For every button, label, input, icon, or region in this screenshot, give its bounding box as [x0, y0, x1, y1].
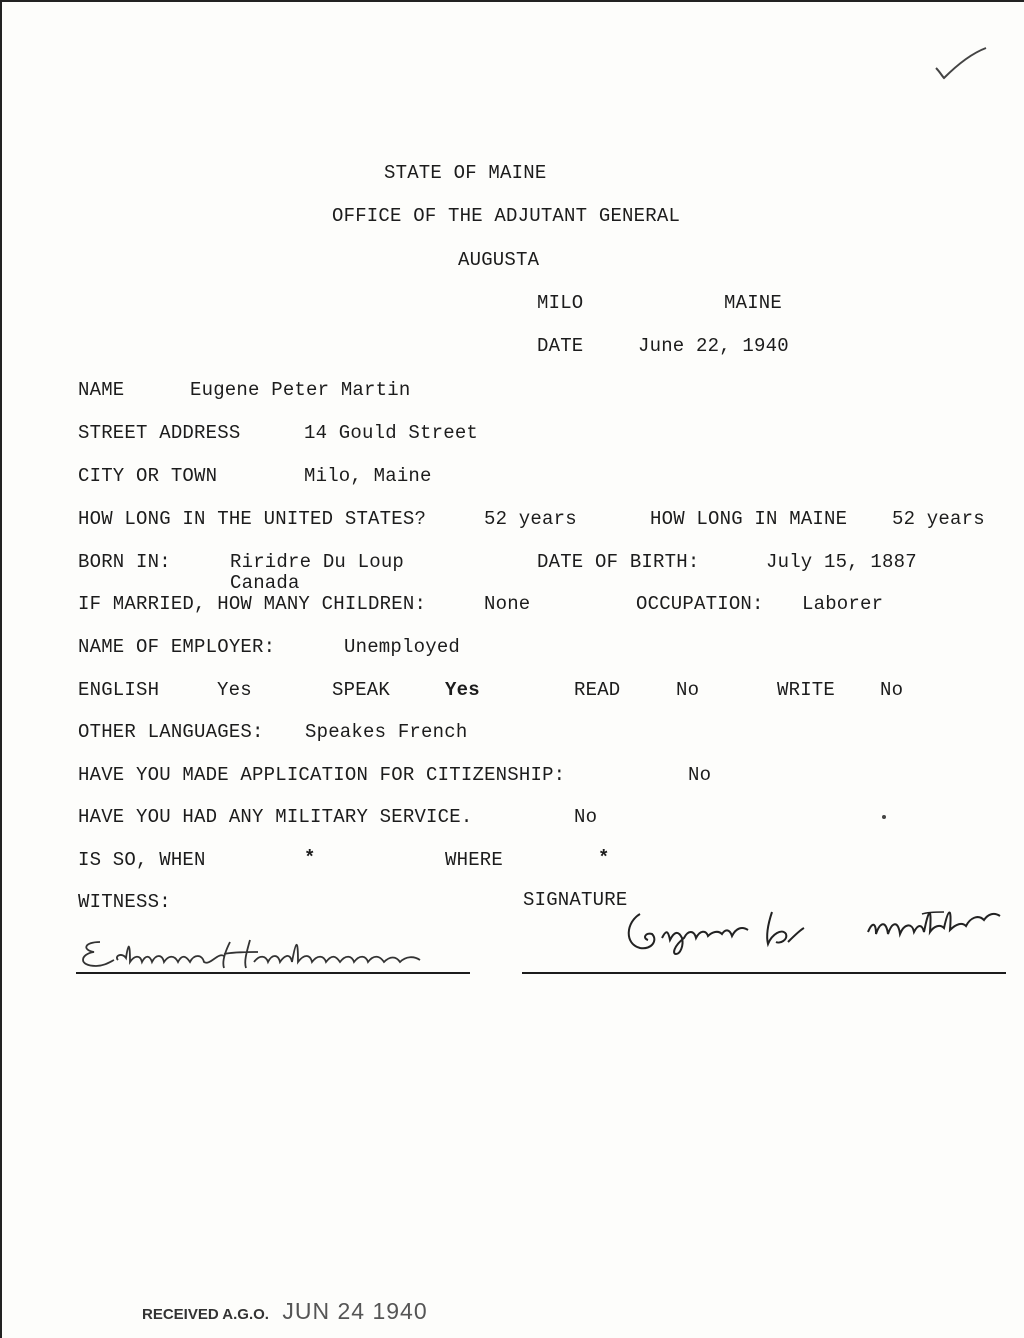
citizenship-value: No [688, 764, 712, 786]
speak-label: SPEAK [332, 679, 391, 701]
name-value: Eugene Peter Martin [190, 379, 411, 401]
citizenship-label: HAVE YOU MADE APPLICATION FOR CITIZENSHIP: [78, 764, 566, 786]
born-in-label: BORN IN: [78, 551, 171, 573]
born-in-country: Canada [230, 572, 300, 594]
military-label: HAVE YOU HAD ANY MILITARY SERVICE. [78, 806, 473, 828]
other-languages-value: Speakes French [305, 721, 468, 743]
us-time-label: HOW LONG IN THE UNITED STATES? [78, 508, 427, 530]
date-label: DATE [537, 335, 584, 357]
other-languages-label: OTHER LANGUAGES: [78, 721, 264, 743]
write-label: WRITE [777, 679, 836, 701]
read-label: READ [574, 679, 621, 701]
witness-line [76, 972, 470, 974]
received-stamp [142, 1298, 428, 1325]
header-state: STATE OF MAINE [384, 162, 547, 184]
where-label: WHERE [445, 849, 504, 871]
header-office: OFFICE OF THE ADJUTANT GENERAL [332, 205, 681, 227]
header-city: AUGUSTA [458, 249, 540, 271]
stray-mark [882, 815, 886, 819]
city-label: CITY OR TOWN [78, 465, 218, 487]
where-value: * [598, 847, 610, 869]
dob-value: July 15, 1887 [766, 551, 917, 573]
street-label: STREET ADDRESS [78, 422, 241, 444]
city-value: Milo, Maine [304, 465, 432, 487]
stamp-prefix: RECEIVED A.G.O. [142, 1306, 269, 1323]
signature-line [522, 972, 1006, 974]
check-mark-icon [932, 44, 992, 84]
signature-label: SIGNATURE [523, 889, 628, 911]
signer-signature [622, 882, 1022, 962]
born-in-value: Riridre Du Loup [230, 551, 405, 573]
write-value: No [880, 679, 904, 701]
military-value: No [574, 806, 598, 828]
name-label: NAME [78, 379, 125, 401]
dob-label: DATE OF BIRTH: [537, 551, 700, 573]
occupation-label: OCCUPATION: [636, 593, 764, 615]
date-value: June 22, 1940 [638, 335, 789, 357]
witness-signature [74, 932, 474, 982]
employer-value: Unemployed [344, 636, 461, 658]
witness-label: WITNESS: [78, 891, 171, 913]
speak-value: Yes [445, 679, 480, 701]
read-value: No [676, 679, 700, 701]
english-value: Yes [217, 679, 252, 701]
children-label: IF MARRIED, HOW MANY CHILDREN: [78, 593, 427, 615]
occupation-value: Laborer [802, 593, 884, 615]
maine-time-value: 52 years [892, 508, 985, 530]
location-town: MILO [537, 292, 584, 314]
english-label: ENGLISH [78, 679, 160, 701]
street-value: 14 Gould Street [304, 422, 479, 444]
location-state: MAINE [724, 292, 783, 314]
stamp-date: JUN 24 1940 [282, 1298, 428, 1324]
children-value: None [484, 593, 531, 615]
when-label: IS SO, WHEN [78, 849, 206, 871]
us-time-value: 52 years [484, 508, 577, 530]
employer-label: NAME OF EMPLOYER: [78, 636, 276, 658]
when-value: * [304, 847, 316, 869]
maine-time-label: HOW LONG IN MAINE [650, 508, 848, 530]
